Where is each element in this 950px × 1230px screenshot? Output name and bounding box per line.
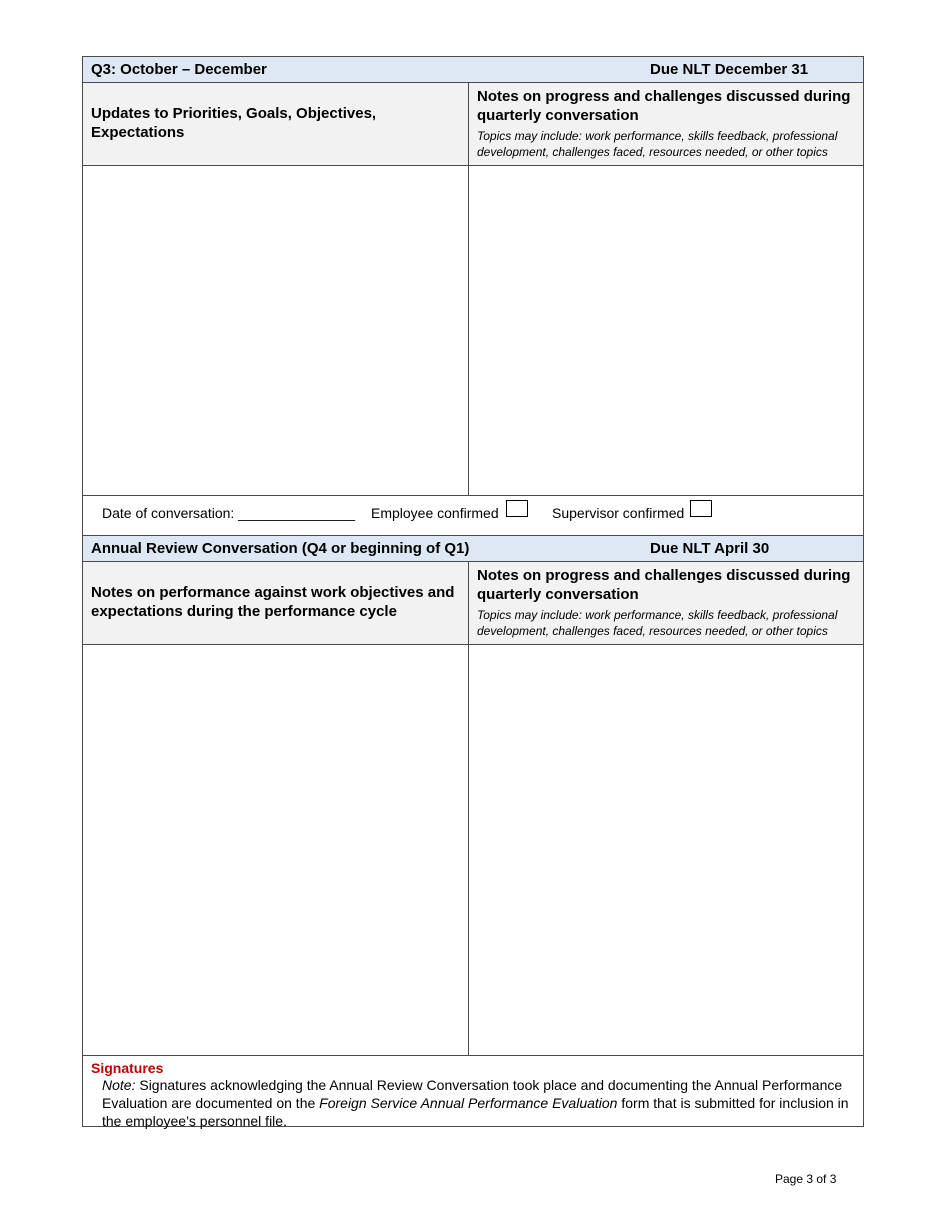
annual-left-header: Notes on performance against work objectives and expectations during the performance cycle — [91, 584, 455, 620]
annual-progress-notes-entry[interactable] — [469, 645, 863, 1055]
q3-supervisor-confirmed-label: Supervisor confirmed — [552, 505, 685, 521]
note-form-name: Foreign Service Annual Performance Evaluation — [319, 1095, 618, 1111]
annual-left-header-cell — [83, 562, 469, 644]
annual-due-date: Due NLT April 30 — [650, 540, 770, 557]
signatures-title: Signatures — [91, 1060, 164, 1076]
q3-left-header-cell — [83, 83, 469, 165]
note-label: Note: — [102, 1077, 136, 1093]
note-text-1: Signatures acknowledging the Annual Review Conversation took place and documenting the Annual Performance Evaluation are documented on the — [102, 1077, 843, 1111]
annual-title: Annual Review Conversation (Q4 or beginning of Q1) — [91, 540, 470, 557]
q3-right-header: Notes on progress and challenges discussed during quarterly conversation — [477, 88, 851, 124]
q3-date-of-conversation[interactable]: Date of conversation: _______________ — [102, 505, 355, 521]
annual-right-header-cell — [469, 562, 863, 644]
q3-right-header-cell — [469, 83, 863, 165]
q3-due-date: Due NLT December 31 — [650, 61, 809, 78]
q3-progress-notes-entry[interactable] — [469, 166, 863, 495]
annual-band — [83, 536, 863, 562]
q3-topics-hint: Topics may include: work performance, skills feedback, professional development, challenges faced, resources needed, or other topics — [477, 129, 838, 159]
q3-title: Q3: October – December — [91, 61, 267, 78]
q3-employee-confirmed-label: Employee confirmed — [371, 505, 499, 521]
q3-header-row — [83, 83, 863, 166]
q3-confirmation-row — [83, 496, 863, 536]
note-text-2: form that is submitted for inclusion in the employee’s personnel file. — [102, 1095, 849, 1129]
signatures-note — [102, 1076, 852, 1130]
q3-left-header: Updates to Priorities, Goals, Objectives, Expectations — [91, 105, 377, 141]
annual-performance-notes-entry[interactable] — [83, 645, 469, 1055]
q3-employee-confirmed-checkbox[interactable] — [506, 500, 528, 517]
annual-body-row — [83, 645, 863, 1056]
performance-form — [82, 56, 864, 1127]
page-number: Page 3 of 3 — [775, 1172, 837, 1186]
annual-right-header: Notes on progress and challenges discussed during quarterly conversation — [477, 567, 851, 603]
q3-priorities-entry[interactable] — [83, 166, 469, 495]
q3-body-row — [83, 166, 863, 496]
q3-band — [83, 57, 863, 83]
annual-topics-hint: Topics may include: work performance, skills feedback, professional development, challenges faced, resources needed, or other topics — [477, 608, 838, 638]
q3-supervisor-confirmed-checkbox[interactable] — [690, 500, 712, 517]
annual-header-row — [83, 562, 863, 645]
signatures-section — [83, 1056, 863, 1129]
